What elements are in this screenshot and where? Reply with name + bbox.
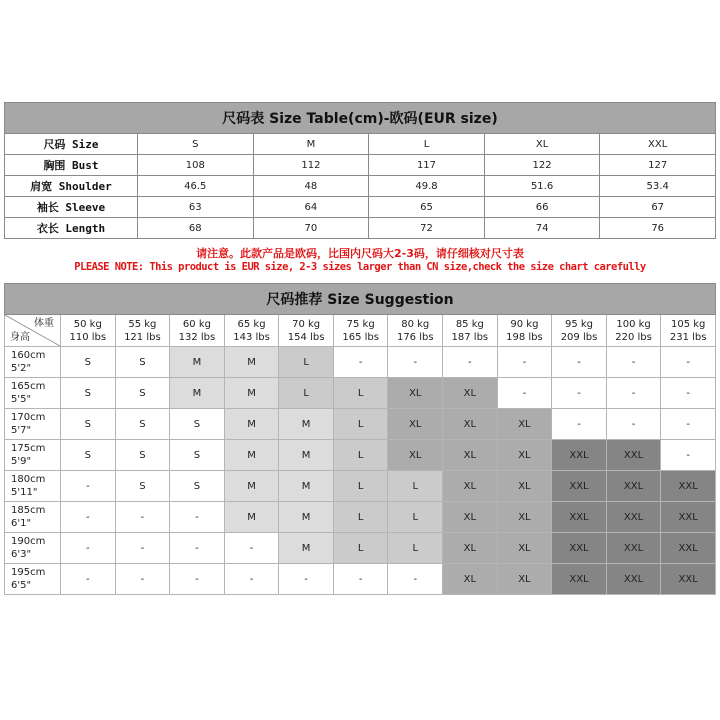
height-cm: 190cm xyxy=(11,536,46,547)
suggested-size-cell: XL xyxy=(443,533,498,564)
suggested-size-cell: XXL xyxy=(552,533,607,564)
weight-lbs: 176 lbs xyxy=(396,331,434,343)
height-cm: 165cm xyxy=(11,381,46,392)
suggested-size-cell: M xyxy=(224,471,279,502)
weight-kg: 55 kg xyxy=(128,318,157,330)
suggested-size-cell: - xyxy=(661,347,716,378)
height-row xyxy=(5,564,716,595)
suggested-size-cell: - xyxy=(552,347,607,378)
height-header xyxy=(5,533,61,564)
height-cm: 185cm xyxy=(11,505,46,516)
weight-lbs: 154 lbs xyxy=(287,331,325,343)
size-table-cell: 49.8 xyxy=(369,176,485,197)
size-table-cell: M xyxy=(253,134,369,155)
weight-kg: 100 kg xyxy=(616,318,651,330)
suggested-size-cell: XL xyxy=(443,564,498,595)
suggested-size-cell: XXL xyxy=(606,471,661,502)
suggested-size-cell: - xyxy=(388,347,443,378)
suggested-size-cell: M xyxy=(224,440,279,471)
suggested-size-cell: XXL xyxy=(552,564,607,595)
suggested-size-cell: S xyxy=(61,440,116,471)
suggested-size-cell: - xyxy=(170,502,225,533)
suggested-size-cell: S xyxy=(115,471,170,502)
suggested-size-cell: XL xyxy=(497,471,552,502)
size-table-cell: 46.5 xyxy=(138,176,254,197)
height-ft: 5'2" xyxy=(11,363,32,374)
suggested-size-cell: L xyxy=(333,502,388,533)
weight-header xyxy=(61,315,116,347)
suggested-size-cell: - xyxy=(115,533,170,564)
suggested-size-cell: - xyxy=(661,409,716,440)
weight-kg: 95 kg xyxy=(564,318,594,330)
size-table-cell: XXL xyxy=(600,134,716,155)
suggested-size-cell: XXL xyxy=(606,564,661,595)
height-row xyxy=(5,347,716,378)
suggested-size-cell: XL xyxy=(443,378,498,409)
size-table-body xyxy=(5,134,716,239)
suggestion-body xyxy=(5,347,716,595)
size-table-cell: XL xyxy=(484,134,600,155)
height-row xyxy=(5,440,716,471)
suggested-size-cell: - xyxy=(224,564,279,595)
size-table-row xyxy=(5,155,716,176)
weight-lbs: 143 lbs xyxy=(233,331,270,343)
weight-kg: 85 kg xyxy=(455,318,484,330)
suggested-size-cell: M xyxy=(170,347,225,378)
size-table-row xyxy=(5,218,716,239)
suggested-size-cell: - xyxy=(115,502,170,533)
weight-lbs: 209 lbs xyxy=(560,331,598,343)
corner-cell xyxy=(5,315,61,347)
weight-lbs: 220 lbs xyxy=(615,331,652,343)
height-row xyxy=(5,471,716,502)
suggested-size-cell: M xyxy=(279,533,334,564)
size-table-cell: 70 xyxy=(253,218,369,239)
suggested-size-cell: - xyxy=(497,347,552,378)
suggested-size-cell: M xyxy=(224,409,279,440)
suggested-size-cell: XL xyxy=(497,564,552,595)
suggested-size-cell: - xyxy=(61,533,116,564)
size-table-cell: 65 xyxy=(369,197,485,218)
size-table-row xyxy=(5,134,716,155)
suggestion-title: 尺码推荐 Size Suggestion xyxy=(5,284,716,315)
suggested-size-cell: XL xyxy=(388,378,443,409)
size-table-row xyxy=(5,197,716,218)
size-table-title: 尺码表 Size Table(cm)-欧码(EUR size) xyxy=(5,103,716,134)
suggested-size-cell: L xyxy=(333,471,388,502)
weight-header xyxy=(661,315,716,347)
suggested-size-cell: S xyxy=(115,378,170,409)
weight-header xyxy=(115,315,170,347)
suggested-size-cell: XL xyxy=(497,409,552,440)
suggested-size-cell: XL xyxy=(443,440,498,471)
suggested-size-cell: XXL xyxy=(552,471,607,502)
suggested-size-cell: XXL xyxy=(661,471,716,502)
size-suggestion-table xyxy=(4,283,716,595)
size-table-cell: 53.4 xyxy=(600,176,716,197)
suggested-size-cell: L xyxy=(388,533,443,564)
weight-kg: 105 kg xyxy=(670,318,706,330)
height-ft: 5'7" xyxy=(11,425,32,436)
note-english: PLEASE NOTE: This product is EUR size, 2-3 sizes larger than CN size,check the size chart carefully xyxy=(74,261,646,273)
height-ft: 5'5" xyxy=(11,394,32,405)
suggested-size-cell: - xyxy=(661,440,716,471)
height-header xyxy=(5,471,61,502)
suggested-size-cell: M xyxy=(279,409,334,440)
suggested-size-cell: - xyxy=(333,347,388,378)
weight-kg: 75 kg xyxy=(346,318,375,330)
weight-lbs: 165 lbs xyxy=(342,331,379,343)
suggested-size-cell: - xyxy=(552,378,607,409)
suggested-size-cell: XL xyxy=(388,409,443,440)
weight-header xyxy=(497,315,552,347)
suggested-size-cell: L xyxy=(333,440,388,471)
suggested-size-cell: - xyxy=(552,409,607,440)
suggested-size-cell: XL xyxy=(497,440,552,471)
weight-header xyxy=(606,315,661,347)
row-label: 胸围 Bust xyxy=(5,155,138,176)
suggested-size-cell: M xyxy=(170,378,225,409)
size-table-cell: 74 xyxy=(484,218,600,239)
suggested-size-cell: - xyxy=(170,564,225,595)
height-ft: 5'9" xyxy=(11,456,32,467)
weight-kg: 70 kg xyxy=(292,318,321,330)
suggested-size-cell: S xyxy=(170,471,225,502)
height-ft: 6'3" xyxy=(11,549,32,560)
height-ft: 5'11" xyxy=(11,487,38,498)
weight-lbs: 198 lbs xyxy=(506,331,543,343)
suggested-size-cell: XXL xyxy=(661,564,716,595)
size-table-cell: 127 xyxy=(600,155,716,176)
suggested-size-cell: - xyxy=(606,347,661,378)
suggested-size-cell: XL xyxy=(497,533,552,564)
size-table-cell: 122 xyxy=(484,155,600,176)
height-header xyxy=(5,347,61,378)
height-cm: 170cm xyxy=(11,412,46,423)
suggested-size-cell: S xyxy=(61,347,116,378)
size-table-cell: S xyxy=(138,134,254,155)
height-row xyxy=(5,409,716,440)
suggested-size-cell: - xyxy=(61,502,116,533)
size-table-cell: 48 xyxy=(253,176,369,197)
suggested-size-cell: XXL xyxy=(606,502,661,533)
weight-header xyxy=(552,315,607,347)
suggested-size-cell: - xyxy=(333,564,388,595)
weight-kg: 65 kg xyxy=(237,318,266,330)
suggested-size-cell: XL xyxy=(443,409,498,440)
size-table-row xyxy=(5,176,716,197)
height-row xyxy=(5,533,716,564)
suggested-size-cell: L xyxy=(333,533,388,564)
height-header xyxy=(5,409,61,440)
corner-weight-label: 体重 xyxy=(34,318,54,329)
height-ft: 6'5" xyxy=(11,580,32,591)
suggested-size-cell: XL xyxy=(443,471,498,502)
suggested-size-cell: S xyxy=(170,440,225,471)
weight-header xyxy=(279,315,334,347)
size-table-cell: 51.6 xyxy=(484,176,600,197)
size-table-cell: 66 xyxy=(484,197,600,218)
suggested-size-cell: S xyxy=(61,378,116,409)
height-row xyxy=(5,502,716,533)
suggested-size-cell: M xyxy=(224,502,279,533)
suggested-size-cell: L xyxy=(333,409,388,440)
weight-kg: 60 kg xyxy=(182,318,211,330)
height-ft: 6'1" xyxy=(11,518,32,529)
weight-lbs: 187 lbs xyxy=(451,331,489,343)
suggested-size-cell: L xyxy=(279,378,334,409)
suggested-size-cell: XXL xyxy=(661,502,716,533)
suggested-size-cell: L xyxy=(279,347,334,378)
weight-kg: 90 kg xyxy=(510,318,539,330)
row-label: 尺码 Size xyxy=(5,134,138,155)
row-label: 肩宽 Shoulder xyxy=(5,176,138,197)
suggested-size-cell: S xyxy=(115,440,170,471)
row-label: 袖长 Sleeve xyxy=(5,197,138,218)
suggested-size-cell: S xyxy=(61,409,116,440)
weight-lbs: 121 lbs xyxy=(124,331,161,343)
suggested-size-cell: XL xyxy=(388,440,443,471)
height-header xyxy=(5,502,61,533)
size-table-cell: 64 xyxy=(253,197,369,218)
suggested-size-cell: - xyxy=(61,564,116,595)
suggested-size-cell: - xyxy=(115,564,170,595)
suggested-size-cell: XXL xyxy=(606,440,661,471)
size-table-cell: 72 xyxy=(369,218,485,239)
weight-kg: 50 kg xyxy=(73,318,102,330)
weight-header xyxy=(388,315,443,347)
weight-header xyxy=(443,315,498,347)
suggested-size-cell: L xyxy=(388,471,443,502)
suggested-size-cell: XXL xyxy=(606,533,661,564)
row-label: 衣长 Length xyxy=(5,218,138,239)
suggested-size-cell: S xyxy=(170,409,225,440)
suggested-size-cell: XXL xyxy=(661,533,716,564)
height-cm: 160cm xyxy=(11,350,46,361)
suggested-size-cell: XXL xyxy=(552,502,607,533)
size-table-cell: 68 xyxy=(138,218,254,239)
weight-lbs: 231 lbs xyxy=(669,331,707,343)
suggested-size-cell: - xyxy=(661,378,716,409)
suggested-size-cell: - xyxy=(224,533,279,564)
size-table-cell: 63 xyxy=(138,197,254,218)
suggested-size-cell: - xyxy=(61,471,116,502)
suggested-size-cell: - xyxy=(388,564,443,595)
size-table-cell: 108 xyxy=(138,155,254,176)
suggested-size-cell: M xyxy=(224,347,279,378)
weight-lbs: 110 lbs xyxy=(69,331,107,343)
height-cm: 180cm xyxy=(11,474,46,485)
height-cm: 175cm xyxy=(11,443,46,454)
suggested-size-cell: XL xyxy=(497,502,552,533)
suggested-size-cell: XL xyxy=(443,502,498,533)
weight-header xyxy=(333,315,388,347)
height-cm: 195cm xyxy=(11,567,46,578)
height-header xyxy=(5,564,61,595)
suggested-size-cell: M xyxy=(279,440,334,471)
suggested-size-cell: M xyxy=(224,378,279,409)
suggested-size-cell: - xyxy=(279,564,334,595)
suggested-size-cell: S xyxy=(115,409,170,440)
height-header xyxy=(5,440,61,471)
height-header xyxy=(5,378,61,409)
size-table xyxy=(4,102,716,239)
weight-lbs: 132 lbs xyxy=(178,331,216,343)
weight-header-row xyxy=(5,315,716,347)
suggested-size-cell: - xyxy=(606,378,661,409)
suggested-size-cell: - xyxy=(606,409,661,440)
suggested-size-cell: L xyxy=(333,378,388,409)
suggested-size-cell: L xyxy=(388,502,443,533)
suggested-size-cell: M xyxy=(279,502,334,533)
suggested-size-cell: S xyxy=(115,347,170,378)
weight-kg: 80 kg xyxy=(401,318,430,330)
height-row xyxy=(5,378,716,409)
corner-height-label: 身高 xyxy=(10,332,30,343)
suggested-size-cell: - xyxy=(170,533,225,564)
suggested-size-cell: - xyxy=(497,378,552,409)
size-table-cell: L xyxy=(369,134,485,155)
suggested-size-cell: XXL xyxy=(552,440,607,471)
note-chinese: 请注意。此款产品是欧码，比国内尺码大2-3码，请仔细核对尺寸表 xyxy=(196,247,524,260)
size-table-cell: 76 xyxy=(600,218,716,239)
suggested-size-cell: - xyxy=(443,347,498,378)
size-table-cell: 112 xyxy=(253,155,369,176)
weight-header xyxy=(170,315,225,347)
size-table-cell: 117 xyxy=(369,155,485,176)
weight-header xyxy=(224,315,279,347)
size-table-cell: 67 xyxy=(600,197,716,218)
suggested-size-cell: M xyxy=(279,471,334,502)
